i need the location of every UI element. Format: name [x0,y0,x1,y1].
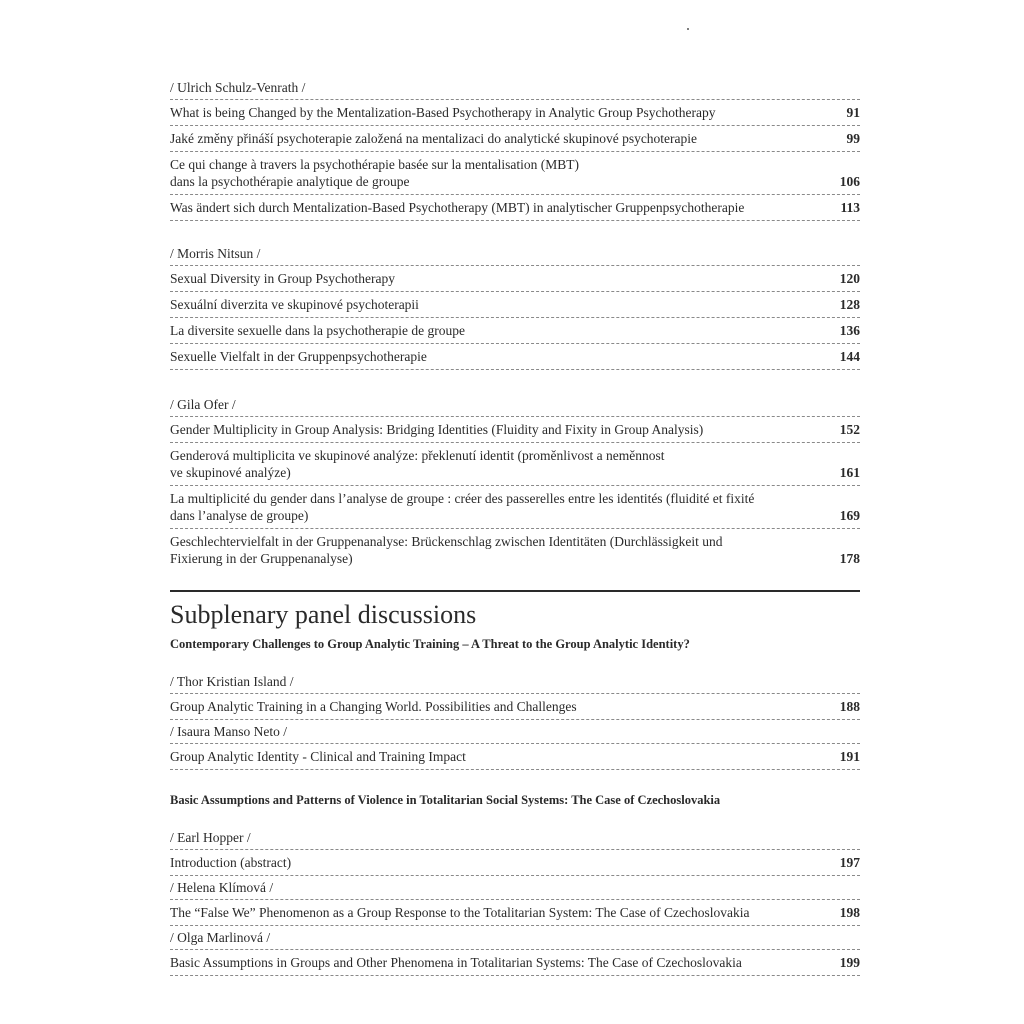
entry-title: Group Analytic Identity - Clinical and Training Impact [170,749,466,764]
toc-entry[interactable] [170,694,860,720]
page-number: 128 [839,297,860,312]
toc-entry[interactable] [170,417,860,443]
page-number: 113 [840,200,860,215]
panel-title: Contemporary Challenges to Group Analytic Training – A Threat to the Group Analytic Identity? [170,637,690,651]
section-heading: Subplenary panel discussions [170,600,477,629]
entry-title: Sexual Diversity in Group Psychotherapy [170,271,395,286]
page-number: 198 [839,905,860,920]
page-number: 197 [839,855,860,870]
author-name: / Olga Marlinová / [170,926,860,950]
entry-title: What is being Changed by the Mentalization-Based Psychotherapy in Analytic Group Psychotherapy [170,105,716,120]
page-number: 152 [839,422,860,437]
entry-title: Introduction (abstract) [170,855,292,870]
toc-entry[interactable] [170,266,860,292]
entry-title: Group Analytic Training in a Changing World. Possibilities and Challenges [170,699,577,714]
page-number: 136 [839,323,860,338]
section-divider [170,590,860,592]
page-number: 120 [839,271,860,286]
toc-entry[interactable] [170,152,860,195]
toc-entry[interactable] [170,100,860,126]
entry-title: Sexuální diverzita ve skupinové psychoterapii [170,297,419,312]
entry-title: Sexuelle Vielfalt in der Gruppenpsychotherapie [170,349,427,364]
page-number: 91 [846,105,860,120]
author-name: / Thor Kristian Island / [170,670,860,694]
toc-entry[interactable] [170,744,860,770]
author-section [170,76,860,221]
page-number: 99 [846,131,860,146]
toc-entry[interactable] [170,292,860,318]
scan-speck [687,28,689,30]
toc-entry[interactable] [170,318,860,344]
toc-entry[interactable] [170,850,860,876]
entry-title: Gender Multiplicity in Group Analysis: Bridging Identities (Fluidity and Fixity in Group Analysis) [170,422,704,437]
toc-entry[interactable] [170,900,860,926]
author-name: / Morris Nitsun / [170,242,860,266]
panel-title: Basic Assumptions and Patterns of Violence in Totalitarian Social Systems: The Case of Czechoslovakia [170,793,721,807]
entry-title: Geschlechtervielfalt in der Gruppenanalyse: Brückenschlag zwischen Identitäten (Durchlässigkeit und Fixierung in der Gruppenanalyse) [170,534,723,566]
entry-title: Was ändert sich durch Mentalization-Based Psychotherapy (MBT) in analytischer Gruppenpsychotherapie [170,200,745,215]
toc-entry[interactable] [170,529,860,571]
page-number: 106 [839,174,860,189]
author-name: / Isaura Manso Neto / [170,720,860,744]
toc-entry[interactable] [170,344,860,370]
page-number: 178 [839,551,860,566]
page-number: 188 [839,699,860,714]
entry-title: La multiplicité du gender dans l’analyse de groupe : créer des passerelles entre les identités (fluidité et fixité dans l’analyse de groupe) [170,491,755,523]
author-name: / Helena Klímová / [170,876,860,900]
entry-title: Genderová multiplicita ve skupinové analýze: překlenutí identit (proměnlivost a neměnnost ve skupinové analýze) [170,448,665,480]
author-section [170,242,860,370]
page-number: 161 [839,465,860,480]
panel-items [170,826,860,976]
author-section [170,393,860,571]
entry-title: Ce qui change à travers la psychothérapie basée sur la mentalisation (MBT) dans la psychothérapie analytique de groupe [170,157,579,189]
entry-title: Basic Assumptions in Groups and Other Phenomena in Totalitarian Systems: The Case of Czechoslovakia [170,955,742,970]
toc-entry[interactable] [170,126,860,152]
entry-title: La diversite sexuelle dans la psychotherapie de groupe [170,323,466,338]
panel-items [170,670,860,770]
toc-entry[interactable] [170,195,860,221]
author-name: / Gila Ofer / [170,393,860,417]
subplenary-section [170,590,860,976]
page-number: 199 [839,955,860,970]
toc-entry[interactable] [170,486,860,529]
page-number: 169 [839,508,860,523]
entry-title: Jaké změny přináší psychoterapie založená na mentalizaci do analytické skupinové psychoterapie [170,131,698,146]
author-name: / Earl Hopper / [170,826,860,850]
toc-entry[interactable] [170,443,860,486]
page-number: 144 [839,349,860,364]
author-name: / Ulrich Schulz-Venrath / [170,76,860,100]
page-number: 191 [839,749,860,764]
toc-entry[interactable] [170,950,860,976]
entry-title: The “False We” Phenomenon as a Group Response to the Totalitarian System: The Case of Czechoslovakia [170,905,750,920]
